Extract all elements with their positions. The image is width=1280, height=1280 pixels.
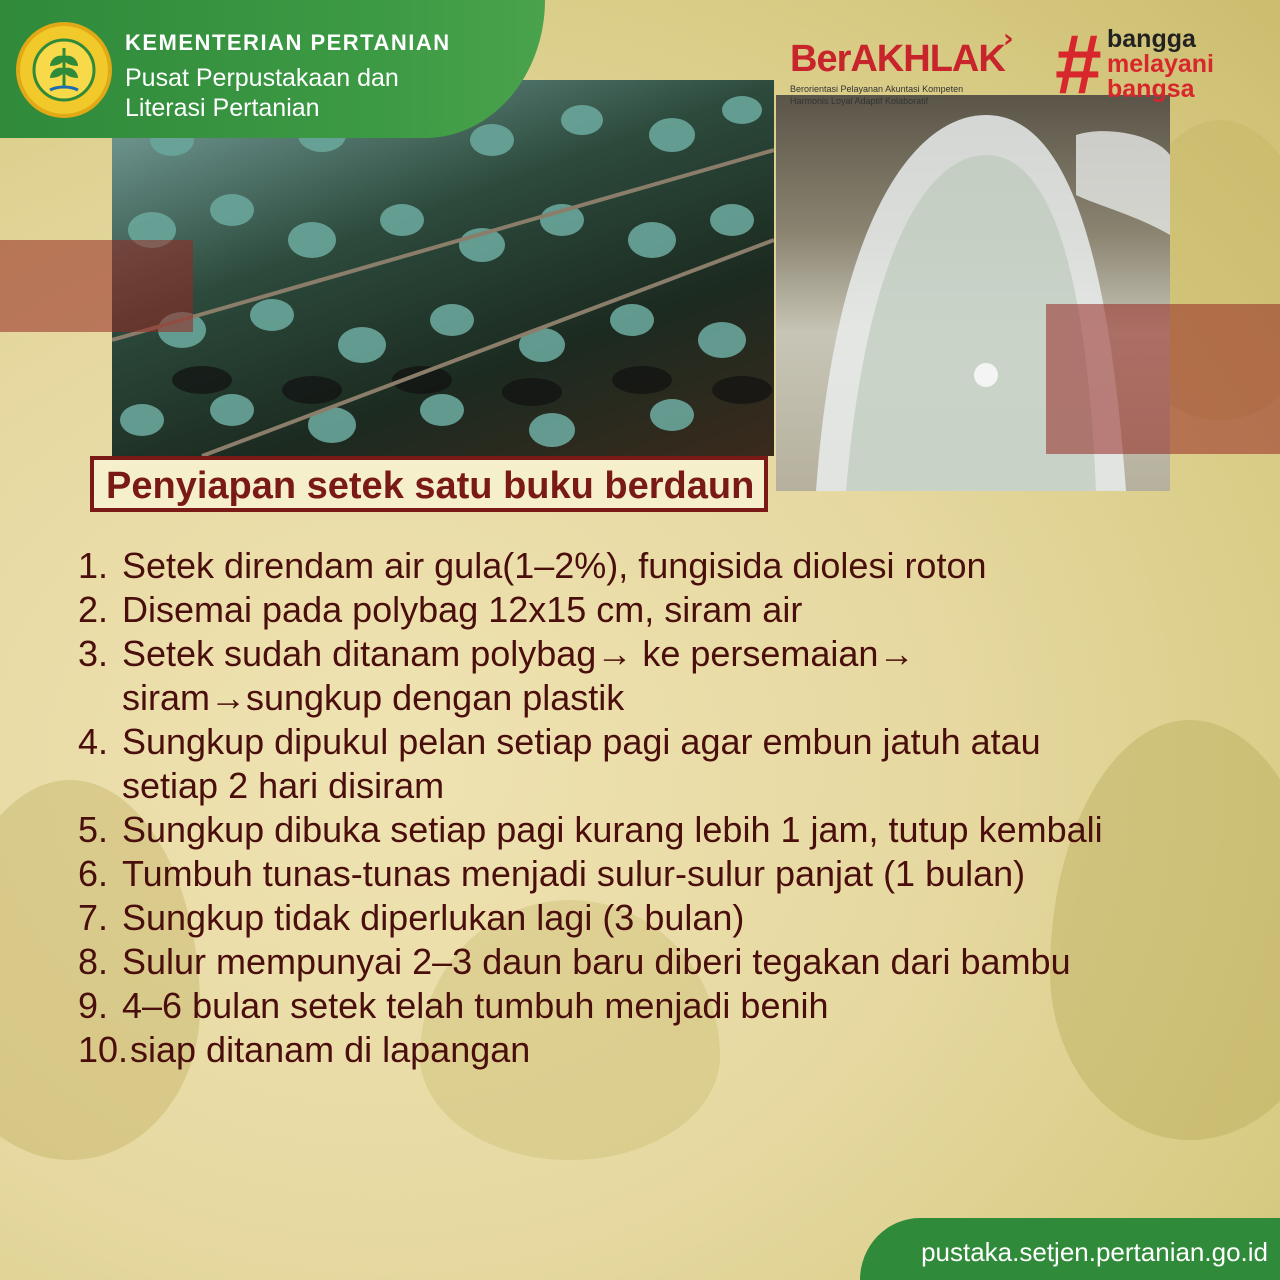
step-number: 1. bbox=[78, 545, 109, 586]
accent-square bbox=[0, 240, 193, 332]
step-item bbox=[78, 940, 1198, 984]
step-number: 2. bbox=[78, 589, 109, 630]
step-text: Sungkup dipukul pelan setiap pagi agar embun jatuh atau setiap 2 hari disiram bbox=[122, 721, 1041, 806]
section-title: Penyiapan setek satu buku berdaun bbox=[90, 456, 768, 512]
bangga-line-1: bangga bbox=[1107, 25, 1196, 53]
step-text: Sungkup dibuka setiap pagi kurang lebih 1 jam, tutup kembali bbox=[122, 809, 1103, 850]
step-text: 4–6 bulan setek telah tumbuh menjadi benih bbox=[122, 985, 829, 1026]
step-item bbox=[78, 588, 1198, 632]
step-text: Sungkup tidak diperlukan lagi (3 bulan) bbox=[122, 897, 745, 938]
berakhlak-logo bbox=[790, 22, 1020, 106]
step-text: Setek direndam air gula(1–2%), fungisida diolesi roton bbox=[122, 545, 987, 586]
unit-name-line1: Pusat Perpustakaan dan bbox=[125, 64, 399, 92]
berakhlak-title: BerAKHLAK bbox=[790, 38, 1005, 80]
step-item bbox=[78, 1028, 1198, 1072]
chevron-icon: › bbox=[1003, 24, 1014, 54]
step-item bbox=[78, 984, 1198, 1028]
step-number: 5. bbox=[78, 809, 109, 850]
step-text: Setek sudah ditanam polybag→ ke persemaian→ siram→sungkup dengan plastik bbox=[122, 633, 915, 718]
accent-square bbox=[1046, 304, 1280, 454]
ministry-emblem-icon bbox=[20, 26, 108, 114]
step-item bbox=[78, 720, 1198, 808]
step-item bbox=[78, 632, 1198, 720]
berakhlak-subtitle-2: Harmonis Loyal Adaptif Kolaboratif bbox=[790, 96, 929, 106]
step-text: Disemai pada polybag 12x15 cm, siram air bbox=[122, 589, 803, 630]
website-url[interactable]: pustaka.setjen.pertanian.go.id bbox=[921, 1237, 1268, 1267]
step-item bbox=[78, 544, 1198, 588]
step-number: 6. bbox=[78, 853, 109, 894]
step-number: 7. bbox=[78, 897, 109, 938]
hashtag-icon: # bbox=[1055, 17, 1102, 111]
step-text: siap ditanam di lapangan bbox=[130, 1029, 531, 1070]
step-number: 10. bbox=[78, 1029, 129, 1070]
step-text: Tumbuh tunas-tunas menjadi sulur-sulur panjat (1 bulan) bbox=[122, 853, 1026, 894]
ministry-logo bbox=[16, 22, 112, 118]
step-item bbox=[78, 896, 1198, 940]
bangga-line-3: bangsa bbox=[1107, 75, 1195, 103]
berakhlak-subtitle-1: Berorientasi Pelayanan Akuntasi Kompeten bbox=[790, 84, 964, 94]
step-number: 3. bbox=[78, 633, 109, 674]
bangga-melayani-bangsa-logo bbox=[1055, 17, 1245, 111]
step-item bbox=[78, 808, 1198, 852]
step-text: Sulur mempunyai 2–3 daun baru diberi tegakan dari bambu bbox=[122, 941, 1071, 982]
ministry-name: KEMENTERIAN PERTANIAN bbox=[125, 30, 451, 55]
step-number: 9. bbox=[78, 985, 109, 1026]
step-number: 4. bbox=[78, 721, 109, 762]
step-item bbox=[78, 852, 1198, 896]
unit-name-line2: Literasi Pertanian bbox=[125, 94, 320, 122]
step-number: 8. bbox=[78, 941, 109, 982]
steps-list bbox=[78, 544, 1198, 1072]
bangga-line-2: melayani bbox=[1107, 50, 1215, 78]
